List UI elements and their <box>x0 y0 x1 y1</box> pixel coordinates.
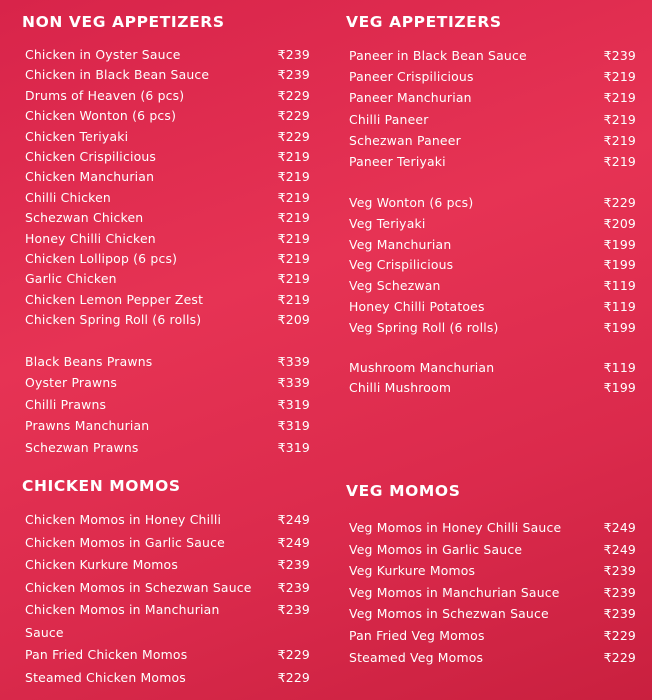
menu-item-name: Drums of Heaven (6 pcs) <box>25 87 185 103</box>
menu-item <box>346 606 636 626</box>
menu-item-name: Veg Momos in Garlic Sauce <box>349 541 523 557</box>
menu-item-price: ₹229 <box>277 87 310 103</box>
menu-item-price: ₹219 <box>277 169 310 185</box>
menu-item-price: ₹229 <box>277 108 310 124</box>
menu-item-name: Veg Spring Roll (6 rolls) <box>349 319 499 335</box>
veg-appetizers-heading: VEG APPETIZERS <box>346 13 502 31</box>
menu-item <box>22 354 310 374</box>
menu-item-name: Veg Momos in Schezwan Sauce <box>349 606 549 622</box>
menu-item <box>22 397 310 417</box>
menu-item <box>346 112 636 132</box>
chicken-momos-heading: CHICKEN MOMOS <box>22 477 181 495</box>
menu-item <box>346 216 636 236</box>
menu-item-price: ₹199 <box>603 236 636 252</box>
menu-item-price: ₹239 <box>603 584 636 600</box>
menu-item <box>346 133 636 153</box>
menu-item-name: Steamed Veg Momos <box>349 649 484 665</box>
menu-item-price: ₹219 <box>277 230 310 246</box>
menu-item-name: Veg Schezwan <box>349 278 441 294</box>
menu-item-price: ₹219 <box>603 111 636 127</box>
menu-item-name: Veg Momos in Honey Chilli Sauce <box>349 520 562 535</box>
menu-item <box>22 375 310 395</box>
menu-item <box>22 251 310 271</box>
menu-item <box>22 231 310 251</box>
menu-item <box>346 69 636 89</box>
menu-item-name: Chicken Manchurian <box>25 169 155 185</box>
menu-item-name: Veg Teriyaki <box>349 215 426 231</box>
menu-item-price: ₹239 <box>603 563 636 579</box>
menu-item-price: ₹249 <box>603 520 636 535</box>
menu-item-name: Chicken Lollipop (6 pcs) <box>25 251 178 266</box>
menu-item <box>346 380 636 400</box>
menu-item-name: Veg Crispilicious <box>349 257 454 273</box>
menu-item-price: ₹219 <box>603 69 636 85</box>
menu-item <box>346 585 636 605</box>
menu-item-name: Schezwan Paneer <box>349 132 461 148</box>
menu-item-price: ₹239 <box>603 48 636 63</box>
menu-item-price: ₹249 <box>277 512 310 527</box>
menu-item-name: Chicken Kurkure Momos <box>25 557 178 572</box>
menu-item-price: ₹209 <box>277 312 310 328</box>
menu-item-price: ₹229 <box>277 647 310 662</box>
veg-momos-heading: VEG MOMOS <box>346 482 461 500</box>
menu-item-name: Chicken Lemon Pepper Zest <box>25 291 204 307</box>
menu-item-name: Chicken Teriyaki <box>25 128 129 144</box>
menu-item <box>346 195 636 215</box>
menu-item-price: ₹219 <box>277 189 310 205</box>
menu-item-price: ₹219 <box>277 251 310 266</box>
menu-item <box>22 440 310 460</box>
menu-item-name: Black Beans Prawns <box>25 354 153 369</box>
menu-item-name: Chicken Momos in Garlic Sauce <box>25 534 225 550</box>
menu-item-price: ₹319 <box>277 418 310 434</box>
menu-item-price: ₹339 <box>277 375 310 391</box>
menu-item-price: ₹239 <box>277 602 310 617</box>
menu-item <box>22 535 310 555</box>
menu-item-name: Garlic Chicken <box>25 271 117 287</box>
menu-item <box>22 602 310 640</box>
menu-item-price: ₹119 <box>603 278 636 294</box>
menu-item-price: ₹219 <box>277 149 310 164</box>
menu-item-price: ₹199 <box>603 380 636 395</box>
menu-item-name: Schezwan Chicken <box>25 210 144 226</box>
menu-item-name: Paneer Crispilicious <box>349 69 474 85</box>
menu-item-price: ₹119 <box>603 360 636 375</box>
menu-item-name: Paneer Manchurian <box>349 90 472 106</box>
menu-item <box>22 149 310 169</box>
menu-item <box>346 299 636 319</box>
menu-item-name: Steamed Chicken Momos <box>25 669 186 685</box>
menu-item <box>346 520 636 540</box>
menu-item <box>22 292 310 312</box>
menu-item <box>22 108 310 128</box>
menu-item-name: Mushroom Manchurian <box>349 360 495 375</box>
menu-item <box>346 278 636 298</box>
menu-item <box>22 169 310 189</box>
menu-item-price: ₹209 <box>603 215 636 231</box>
menu-item-price: ₹219 <box>277 291 310 307</box>
non-veg-appetizers-heading: NON VEG APPETIZERS <box>22 13 225 31</box>
menu-item-price: ₹199 <box>603 319 636 335</box>
menu-item-price: ₹219 <box>277 271 310 287</box>
menu-item <box>22 512 310 532</box>
menu-item-name: Chilli Mushroom <box>349 380 452 395</box>
menu-item <box>346 257 636 277</box>
menu-item <box>346 563 636 583</box>
menu-item-name: Prawns Manchurian <box>25 418 150 434</box>
menu-item <box>22 88 310 108</box>
menu-item-name: Chicken Wonton (6 pcs) <box>25 108 177 124</box>
menu-item <box>22 670 310 690</box>
menu-item-price: ₹229 <box>277 128 310 144</box>
menu-item-name: Honey Chilli Chicken <box>25 230 156 246</box>
menu-item-price: ₹199 <box>603 257 636 273</box>
menu-item-price: ₹339 <box>277 354 310 369</box>
menu-item-price: ₹219 <box>277 210 310 226</box>
menu-item-price: ₹119 <box>603 299 636 314</box>
menu-item-price: ₹249 <box>277 534 310 550</box>
menu-item <box>22 210 310 230</box>
menu-item-name: Chicken in Oyster Sauce <box>25 47 181 62</box>
menu-item-price: ₹229 <box>277 669 310 685</box>
menu-item <box>22 312 310 332</box>
menu-item-name: Pan Fried Veg Momos <box>349 628 485 643</box>
menu-item-name: Schezwan Prawns <box>25 439 139 455</box>
menu-item-name: Veg Kurkure Momos <box>349 563 476 579</box>
menu-item-name: Chicken Momos in Schezwan Sauce <box>25 579 252 595</box>
menu-item-name: Chicken Momos in Manchurian <box>25 602 220 617</box>
menu-item-price: ₹239 <box>603 606 636 622</box>
menu-item-name: Chicken Crispilicious <box>25 149 157 164</box>
menu-item <box>346 650 636 670</box>
menu-item-price: ₹229 <box>603 195 636 210</box>
menu-item <box>22 418 310 438</box>
menu-item-name: Honey Chilli Potatoes <box>349 299 485 314</box>
menu-item-name: Chicken Momos in Honey Chilli <box>25 512 222 527</box>
menu-item <box>346 542 636 562</box>
menu-item <box>346 628 636 648</box>
menu-item <box>22 67 310 87</box>
menu-item-price: ₹319 <box>277 396 310 412</box>
menu-item-name: Veg Momos in Manchurian Sauce <box>349 584 560 600</box>
menu-item-name: Chicken Spring Roll (6 rolls) <box>25 312 202 328</box>
menu-item-price: ₹239 <box>277 557 310 572</box>
menu-item <box>22 129 310 149</box>
menu-item-name: Chilli Paneer <box>349 111 429 127</box>
menu-item <box>22 190 310 210</box>
menu-item <box>346 360 636 380</box>
menu-item <box>346 320 636 340</box>
menu-item-price: ₹219 <box>603 90 636 106</box>
menu-item-price: ₹239 <box>277 47 310 62</box>
menu-item-name: Chilli Chicken <box>25 189 111 205</box>
menu-item-name: Chilli Prawns <box>25 396 107 412</box>
menu-item-name: Paneer Teriyaki <box>349 154 446 169</box>
menu-item <box>346 237 636 257</box>
menu-item-name: Chicken in Black Bean Sauce <box>25 67 210 83</box>
menu-item-price: ₹239 <box>277 67 310 83</box>
menu-item-name: Pan Fried Chicken Momos <box>25 647 188 662</box>
menu-item <box>22 580 310 600</box>
menu-item-name: Veg Manchurian <box>349 236 452 252</box>
menu-item-price: ₹239 <box>277 579 310 595</box>
menu-item-name: Paneer in Black Bean Sauce <box>349 48 527 63</box>
menu-item <box>22 47 310 67</box>
menu-item-price: ₹319 <box>277 439 310 455</box>
menu-item-name: Veg Wonton (6 pcs) <box>349 195 474 210</box>
menu-item <box>22 647 310 667</box>
menu-item-name-continued: Sauce <box>25 625 64 640</box>
menu-item-name: Oyster Prawns <box>25 375 118 391</box>
menu-item <box>346 48 636 68</box>
menu-item <box>22 557 310 577</box>
menu-item <box>346 90 636 110</box>
menu-item-price: ₹229 <box>603 628 636 643</box>
menu-item <box>22 271 310 291</box>
menu-item-price: ₹229 <box>603 649 636 665</box>
menu-item-price: ₹219 <box>603 132 636 148</box>
menu-item-price: ₹249 <box>603 541 636 557</box>
menu-item <box>346 154 636 174</box>
menu-item-price: ₹219 <box>603 154 636 169</box>
